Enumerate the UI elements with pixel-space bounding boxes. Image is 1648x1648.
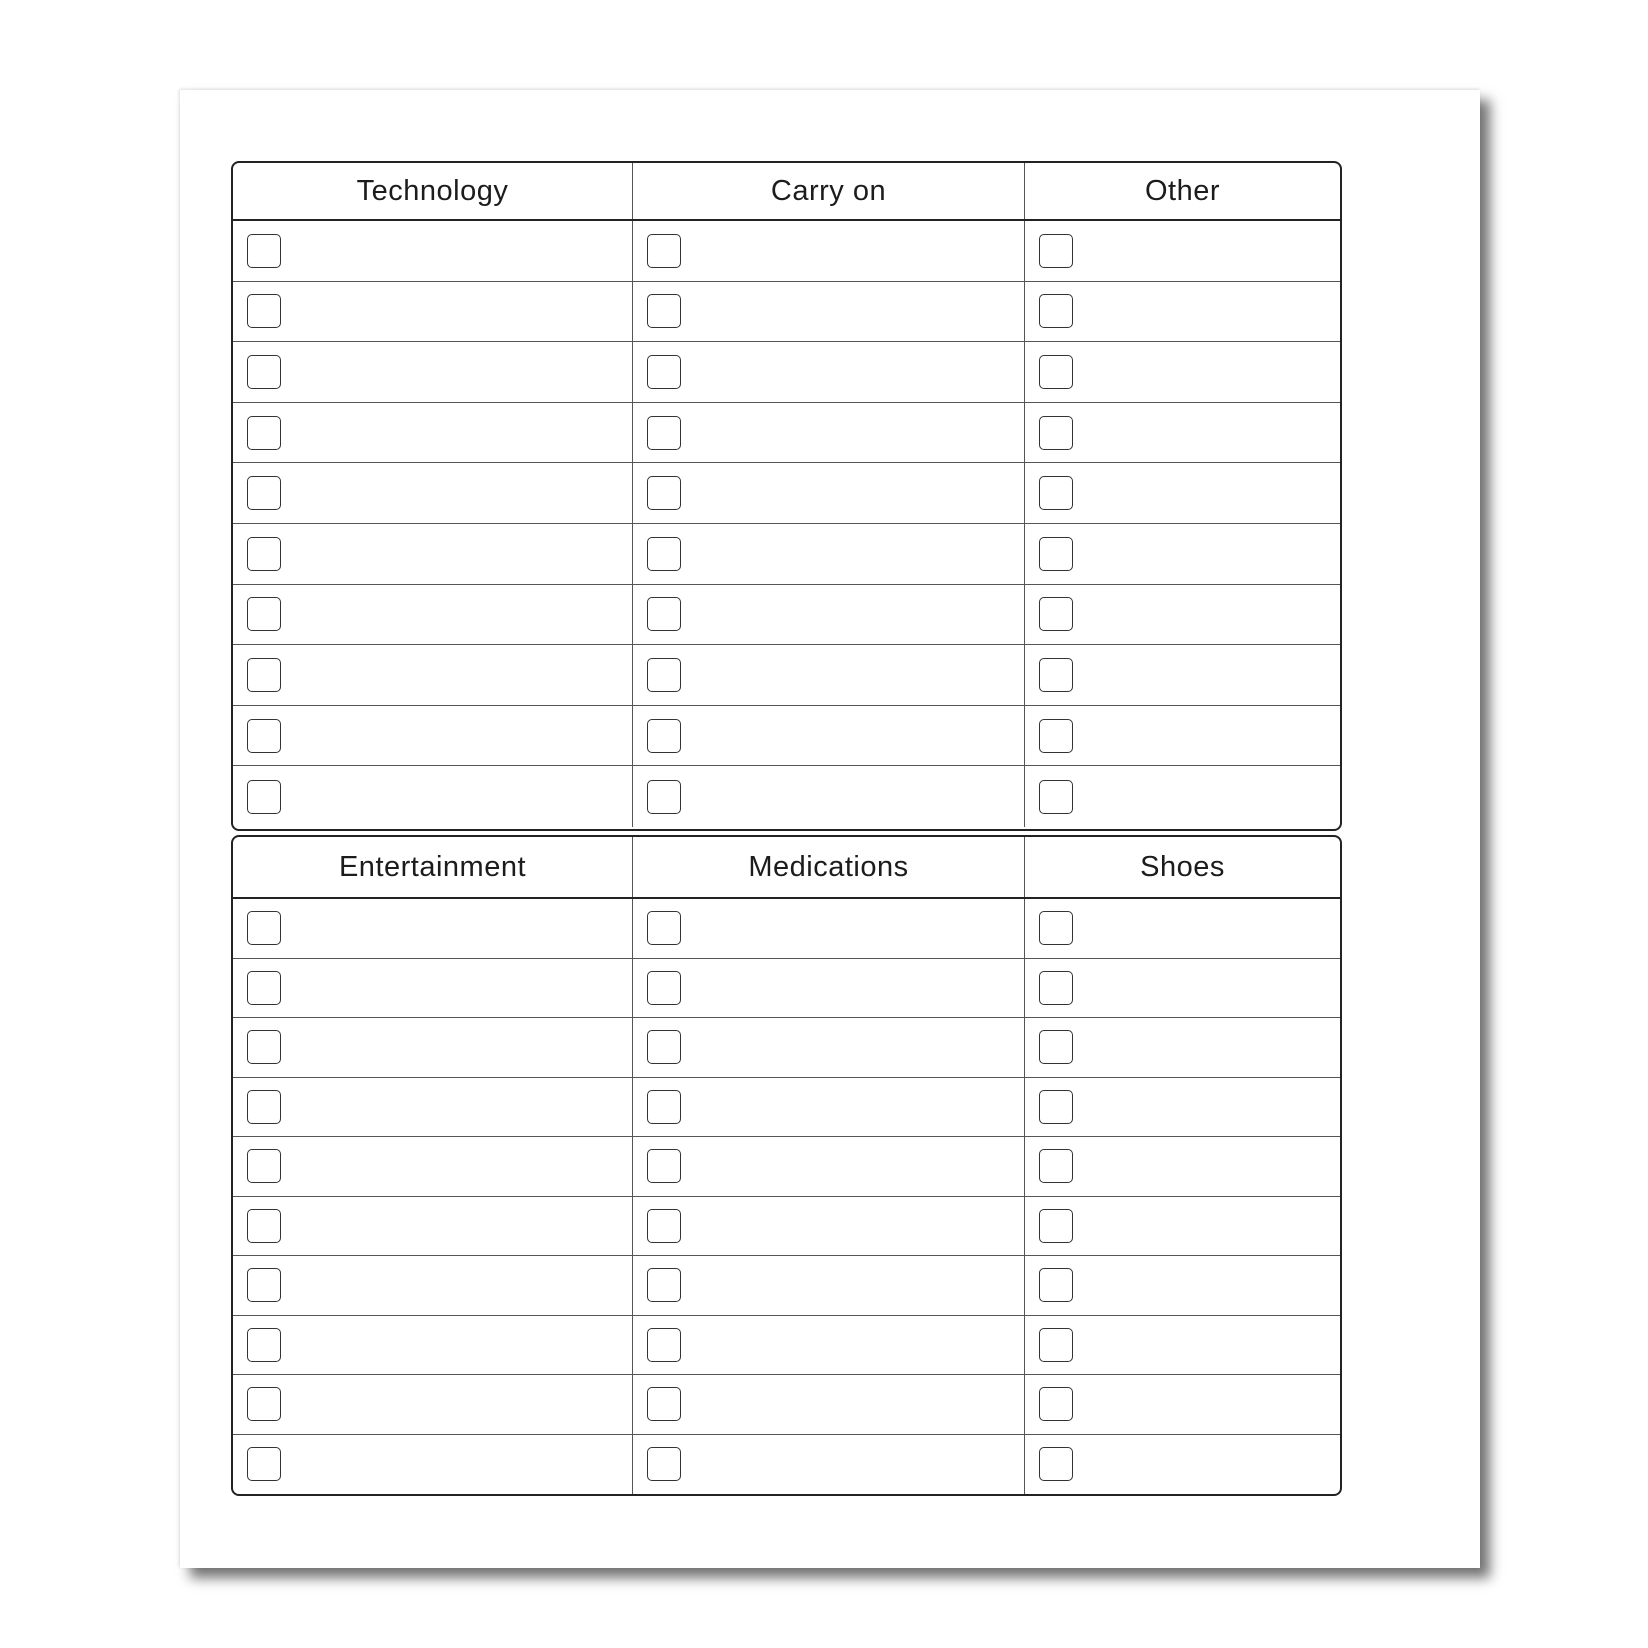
rows-top: [233, 221, 1340, 827]
technology-item-cell[interactable]: [233, 463, 633, 523]
carry-on-checkbox[interactable]: [647, 537, 681, 571]
technology-item-cell[interactable]: [233, 342, 633, 402]
carry-on-checkbox[interactable]: [647, 355, 681, 389]
medications-item-cell[interactable]: [633, 1018, 1025, 1077]
header-row: [233, 163, 1340, 221]
table-row: [233, 342, 1340, 403]
medications-item-cell[interactable]: [633, 1435, 1025, 1495]
other-checkbox[interactable]: [1039, 537, 1073, 571]
carry-on-item-cell[interactable]: [633, 524, 1025, 584]
medications-checkbox[interactable]: [647, 911, 681, 945]
medications-checkbox[interactable]: [647, 1149, 681, 1183]
other-item-cell[interactable]: [1025, 403, 1340, 463]
technology-checkbox[interactable]: [247, 658, 281, 692]
entertainment-item-cell[interactable]: [233, 1256, 633, 1315]
shoes-item-cell[interactable]: [1025, 1375, 1340, 1434]
table-row: [233, 706, 1340, 767]
other-item-cell[interactable]: [1025, 463, 1340, 523]
other-item-cell[interactable]: [1025, 221, 1340, 281]
entertainment-checkbox[interactable]: [247, 1209, 281, 1243]
checklist-table-bottom: [231, 835, 1342, 1496]
technology-item-cell[interactable]: [233, 645, 633, 705]
carry-on-checkbox[interactable]: [647, 658, 681, 692]
shoes-item-cell[interactable]: [1025, 1435, 1340, 1495]
table-row: [233, 1078, 1340, 1138]
shoes-item-cell[interactable]: [1025, 1197, 1340, 1256]
entertainment-item-cell[interactable]: [233, 1435, 633, 1495]
entertainment-item-cell[interactable]: [233, 899, 633, 958]
carry-on-checkbox[interactable]: [647, 234, 681, 268]
table-row: [233, 585, 1340, 646]
other-checkbox[interactable]: [1039, 234, 1073, 268]
medications-checkbox[interactable]: [647, 1030, 681, 1064]
technology-item-cell[interactable]: [233, 403, 633, 463]
other-item-cell[interactable]: [1025, 342, 1340, 402]
technology-checkbox[interactable]: [247, 597, 281, 631]
carry-on-checkbox[interactable]: [647, 719, 681, 753]
shoes-item-cell[interactable]: [1025, 1018, 1340, 1077]
other-checkbox[interactable]: [1039, 476, 1073, 510]
table-row: [233, 282, 1340, 343]
table-row: [233, 524, 1340, 585]
carry-on-item-cell[interactable]: [633, 403, 1025, 463]
carry-on-checkbox[interactable]: [647, 416, 681, 450]
shoes-item-cell[interactable]: [1025, 959, 1340, 1018]
carry-on-item-cell[interactable]: [633, 342, 1025, 402]
entertainment-item-cell[interactable]: [233, 1375, 633, 1434]
medications-item-cell[interactable]: [633, 1078, 1025, 1137]
other-checkbox[interactable]: [1039, 355, 1073, 389]
technology-checkbox[interactable]: [247, 234, 281, 268]
technology-checkbox[interactable]: [247, 537, 281, 571]
carry-on-checkbox[interactable]: [647, 476, 681, 510]
medications-checkbox[interactable]: [647, 1268, 681, 1302]
table-row: [233, 1316, 1340, 1376]
rows-bottom: [233, 899, 1340, 1494]
shoes-checkbox[interactable]: [1039, 1090, 1073, 1124]
column-title-technology: Technology: [233, 163, 633, 219]
technology-checkbox[interactable]: [247, 416, 281, 450]
shoes-checkbox[interactable]: [1039, 1030, 1073, 1064]
entertainment-item-cell[interactable]: [233, 1018, 633, 1077]
other-checkbox[interactable]: [1039, 294, 1073, 328]
other-item-cell[interactable]: [1025, 585, 1340, 645]
medications-item-cell[interactable]: [633, 1316, 1025, 1375]
shoes-checkbox[interactable]: [1039, 1209, 1073, 1243]
carry-on-item-cell[interactable]: [633, 221, 1025, 281]
column-title-carry-on: Carry on: [633, 163, 1025, 219]
shoes-checkbox[interactable]: [1039, 1328, 1073, 1362]
other-checkbox[interactable]: [1039, 597, 1073, 631]
shoes-checkbox[interactable]: [1039, 1268, 1073, 1302]
medications-item-cell[interactable]: [633, 959, 1025, 1018]
column-title-shoes: Shoes: [1140, 850, 1225, 883]
shoes-item-cell[interactable]: [1025, 899, 1340, 958]
table-row: [233, 221, 1340, 282]
technology-checkbox[interactable]: [247, 719, 281, 753]
entertainment-checkbox[interactable]: [247, 1447, 281, 1481]
table-row: [233, 1018, 1340, 1078]
table-row: [233, 1375, 1340, 1435]
shoes-item-cell[interactable]: [1025, 1256, 1340, 1315]
other-item-cell[interactable]: [1025, 706, 1340, 766]
shoes-item-cell[interactable]: [1025, 1316, 1340, 1375]
shoes-checkbox[interactable]: [1039, 1447, 1073, 1481]
medications-checkbox[interactable]: [647, 1447, 681, 1481]
medications-checkbox[interactable]: [647, 1090, 681, 1124]
other-item-cell[interactable]: [1025, 645, 1340, 705]
medications-checkbox[interactable]: [647, 1328, 681, 1362]
technology-item-cell[interactable]: [233, 706, 633, 766]
entertainment-checkbox[interactable]: [247, 1328, 281, 1362]
medications-checkbox[interactable]: [647, 1209, 681, 1243]
entertainment-item-cell[interactable]: [233, 1197, 633, 1256]
entertainment-checkbox[interactable]: [247, 1268, 281, 1302]
carry-on-checkbox[interactable]: [647, 780, 681, 814]
entertainment-checkbox[interactable]: [247, 1030, 281, 1064]
entertainment-checkbox[interactable]: [247, 1149, 281, 1183]
shoes-item-cell[interactable]: [1025, 1137, 1340, 1196]
table-row: [233, 1256, 1340, 1316]
column-title-entertainment: Entertainment: [233, 837, 633, 897]
column-title-medications: Medications: [633, 837, 1025, 897]
medications-checkbox[interactable]: [647, 1387, 681, 1421]
medications-item-cell[interactable]: [633, 899, 1025, 958]
entertainment-checkbox[interactable]: [247, 1090, 281, 1124]
table-row: [233, 1197, 1340, 1257]
carry-on-item-cell[interactable]: [633, 585, 1025, 645]
table-row: [233, 1435, 1340, 1495]
shoes-checkbox[interactable]: [1039, 971, 1073, 1005]
entertainment-item-cell[interactable]: [233, 959, 633, 1018]
medications-item-cell[interactable]: [633, 1197, 1025, 1256]
table-row: [233, 899, 1340, 959]
column-title-other: Other: [1144, 174, 1221, 207]
medications-item-cell[interactable]: [633, 1256, 1025, 1315]
shoes-checkbox[interactable]: [1039, 1387, 1073, 1421]
other-checkbox[interactable]: [1039, 719, 1073, 753]
table-row: [233, 645, 1340, 706]
technology-checkbox[interactable]: [247, 476, 281, 510]
table-row: [233, 766, 1340, 827]
shoes-checkbox[interactable]: [1039, 911, 1073, 945]
entertainment-checkbox[interactable]: [247, 911, 281, 945]
technology-checkbox[interactable]: [247, 780, 281, 814]
entertainment-item-cell[interactable]: [233, 1137, 633, 1196]
technology-checkbox[interactable]: [247, 355, 281, 389]
carry-on-item-cell[interactable]: [633, 706, 1025, 766]
carry-on-checkbox[interactable]: [647, 294, 681, 328]
medications-item-cell[interactable]: [633, 1137, 1025, 1196]
other-checkbox[interactable]: [1039, 416, 1073, 450]
entertainment-item-cell[interactable]: [233, 1078, 633, 1137]
other-item-cell[interactable]: [1025, 766, 1340, 827]
carry-on-checkbox[interactable]: [647, 597, 681, 631]
other-checkbox[interactable]: [1039, 780, 1073, 814]
table-row: [233, 1137, 1340, 1197]
technology-item-cell[interactable]: [233, 221, 633, 281]
carry-on-item-cell[interactable]: [633, 463, 1025, 523]
table-row: [233, 403, 1340, 464]
entertainment-checkbox[interactable]: [247, 1387, 281, 1421]
entertainment-checkbox[interactable]: [247, 971, 281, 1005]
technology-item-cell[interactable]: [233, 282, 633, 342]
other-item-cell[interactable]: [1025, 282, 1340, 342]
carry-on-item-cell[interactable]: [633, 766, 1025, 827]
table-row: [233, 959, 1340, 1019]
shoes-item-cell[interactable]: [1025, 1078, 1340, 1137]
technology-item-cell[interactable]: [233, 585, 633, 645]
entertainment-item-cell[interactable]: [233, 1316, 633, 1375]
shoes-checkbox[interactable]: [1039, 1149, 1073, 1183]
checklist-table-top: [231, 161, 1342, 831]
medications-item-cell[interactable]: [633, 1375, 1025, 1434]
checklist-page: [180, 90, 1480, 1568]
technology-item-cell[interactable]: [233, 524, 633, 584]
technology-item-cell[interactable]: [233, 766, 633, 827]
carry-on-item-cell[interactable]: [633, 645, 1025, 705]
technology-checkbox[interactable]: [247, 294, 281, 328]
header-row: [233, 837, 1340, 899]
table-row: [233, 463, 1340, 524]
medications-checkbox[interactable]: [647, 971, 681, 1005]
other-item-cell[interactable]: [1025, 524, 1340, 584]
carry-on-item-cell[interactable]: [633, 282, 1025, 342]
other-checkbox[interactable]: [1039, 658, 1073, 692]
